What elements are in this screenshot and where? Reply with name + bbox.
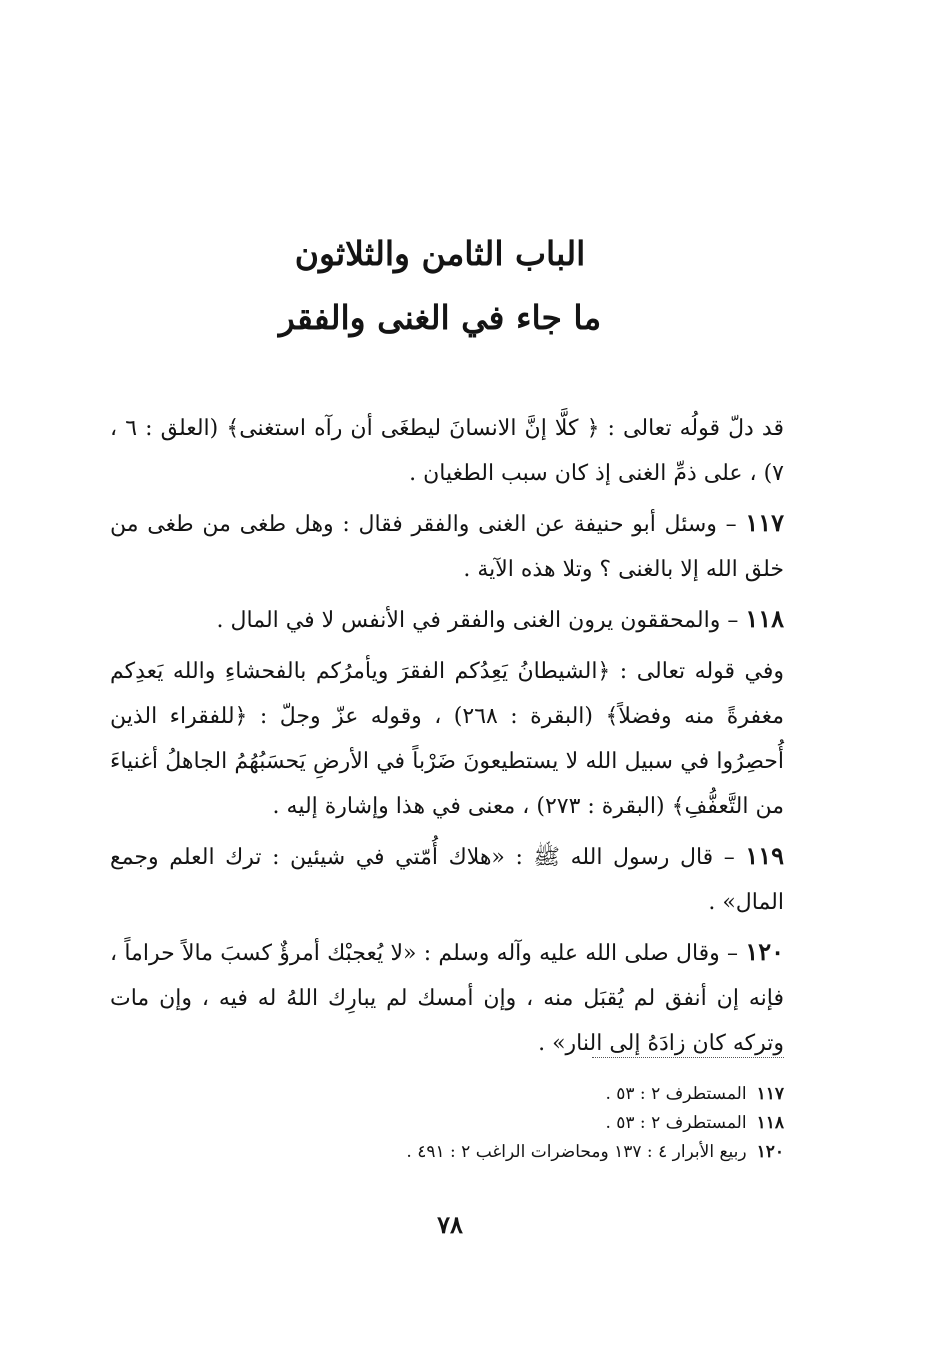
paragraph bbox=[110, 833, 784, 925]
footnote-number: ١٢٠ bbox=[756, 1142, 784, 1162]
paragraph bbox=[110, 596, 784, 643]
entry-number: ١٢٠ bbox=[745, 937, 784, 966]
entry-number: ١١٧ bbox=[745, 508, 784, 537]
paragraph bbox=[110, 929, 784, 1066]
paragraph-text: – والمحققون يرون الغنى والفقر في الأنفس لا في المال . bbox=[216, 608, 746, 633]
paragraph bbox=[110, 500, 784, 592]
footnote-number: ١١٧ bbox=[756, 1084, 784, 1104]
entry-number: ١١٨ bbox=[745, 604, 784, 633]
footnote-text: المستطرف ٢ : ٥٣ . bbox=[605, 1113, 747, 1133]
footnote-text: المستطرف ٢ : ٥٣ . bbox=[605, 1084, 747, 1104]
footnotes bbox=[250, 1080, 784, 1167]
paragraph bbox=[110, 404, 784, 496]
paragraph-text: وفي قوله تعالى : ﴿الشيطانُ يَعِدُكم الفقرَ ويأمرُكم بالفحشاءِ والله يَعدِكم مغفرةً منه وفضلاً﴾ (البقرة : ٢٦٨) ، وقوله عزّ وجلّ : ﴿للفقراء الذين أُحصِرُوا في سبيل الله لا يستطيعونَ ضَرْباً في الأرضِ يَحسَبُهُمُ الجاهلُ أغنياءَ من التَّعفُّفِ﴾ (البقرة : ٢٧٣) ، معنى في هذا وإشارة إليه . bbox=[110, 659, 784, 819]
paragraph bbox=[110, 647, 784, 829]
footnote-number: ١١٨ bbox=[756, 1113, 784, 1133]
paragraph-text: – وسئل أبو حنيفة عن الغنى والفقر فقال : وهل طغى من طغى من خلق الله إلا بالغنى ؟ وتلا هذه الآية . bbox=[110, 512, 784, 582]
footnote bbox=[250, 1109, 784, 1138]
chapter-title: الباب الثامن والثلاثون bbox=[294, 234, 586, 273]
footnote bbox=[250, 1080, 784, 1109]
paragraph-text: – قال رسول الله ﷺ : «هلاك أُمّتي في شيئين : ترك العلم وجمع المال» . bbox=[110, 845, 784, 915]
paragraph-text: – وقال صلى الله عليه وآله وسلم : «لا يُعجبْك أمرؤٌ كسبَ مالاً حراماً ، فإنه إن أنفق لم يُقبَل منه ، وإن أمسك لم يبارِك اللهُ له فيه ، وإن مات وتركه كان زادَهُ إلى النار» . bbox=[110, 941, 784, 1056]
chapter-heading bbox=[0, 222, 880, 350]
footnote-divider bbox=[592, 1057, 784, 1058]
page-number: ٧٨ bbox=[437, 1210, 463, 1239]
main-text bbox=[110, 404, 784, 1070]
paragraph-text: قد دلّ قولُه تعالى : ﴿ كلَّا إنَّ الانسانَ ليطغَى أن رآه استغنى﴾ (العلق : ٦ ، ٧) ، على ذمِّ الغنى إذ كان سبب الطغيان . bbox=[110, 416, 784, 486]
footnote bbox=[250, 1138, 784, 1167]
chapter-subtitle: ما جاء في الغنى والفقر bbox=[278, 298, 602, 337]
footnote-text: ربيع الأبرار ٤ : ١٣٧ ومحاضرات الراغب ٢ : ٤٩١ . bbox=[406, 1142, 747, 1162]
entry-number: ١١٩ bbox=[745, 841, 784, 870]
